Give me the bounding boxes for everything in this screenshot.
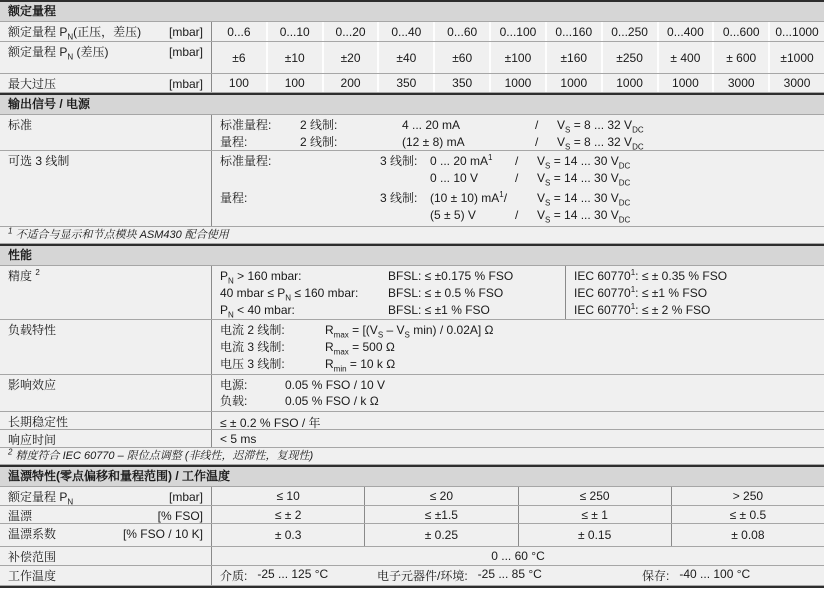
value-cell: ±20 [322, 42, 378, 73]
signal-line: 标准量程: 3 线制: 0 ... 20 $mA^1$ / $V_S = 14$ ... 30 $V_{DC}$ [220, 153, 631, 171]
signal-line: 0 ... 10 V / $V_S = 14$ ... 30 $V_{DC}$ [430, 171, 631, 188]
table-row [0, 547, 824, 566]
value-cell: 0...160 [545, 22, 601, 41]
value-cell: ≤ ±1.5 [364, 506, 517, 523]
compensation-range-value: 0 ... 60 °C [491, 549, 545, 563]
table-row [0, 487, 824, 506]
row-label-cell [0, 42, 212, 73]
row-label: 额定量程 $P_N$ [8, 490, 74, 505]
influence-cell [212, 375, 824, 411]
value-cell: ± 0.3 [274, 528, 302, 542]
row-label-cell [0, 506, 212, 523]
operating-item: 保存: -40 ... 100 °C [642, 567, 751, 583]
value-cell: ≤ 10 [276, 489, 300, 503]
value-cell: 200 [322, 74, 378, 92]
section-header-rated-range: 额定量程 [0, 0, 824, 22]
accuracy-line: 40 mbar ≤ $P_N \le 160$ mbar: BFSL: ≤ ± 0.5 % FSO [220, 286, 504, 303]
row-label-cell [0, 566, 212, 585]
table-row [0, 42, 824, 74]
row-label: 标准 [8, 118, 33, 132]
footnote-1: $^1$ 不适合与显示和节点模块 ASM430 配合使用 [0, 227, 824, 244]
accuracy-iec-line: IEC $60770^1$: ≤ ± 0.35 % FSO [574, 268, 728, 283]
row-label: 长期稳定性 [8, 415, 69, 429]
row-label-cell [0, 151, 212, 226]
footnote-2: $^2$ 精度符合 IEC 60770 – 限位点调整 (非线性，迟滞性，复现性) [0, 448, 824, 465]
accuracy-iec-line: IEC $60770^1$: ≤ ±1 % FSO [574, 285, 708, 300]
value-cell: ≤ ± 2 [274, 507, 302, 522]
value-cell: 1000 [657, 74, 713, 92]
table-row [0, 74, 824, 93]
signal-optional-cell [212, 151, 824, 226]
row-label-cell [0, 487, 212, 505]
row-unit: [mbar] [168, 490, 203, 504]
row-label-cell [0, 375, 212, 411]
value-cell: 0...20 [322, 22, 378, 41]
table-row [0, 22, 824, 42]
row-label-cell [0, 412, 212, 429]
row-unit: [% FSO / 10 K] [122, 527, 203, 541]
value-cell: 3000 [768, 74, 824, 92]
accuracy-iec-line: IEC $60770^1$: ≤ ± 2 % FSO [574, 302, 711, 317]
value-cell: 0...10 [266, 22, 322, 41]
value-cell: 100 [266, 74, 322, 92]
value-cell: 0...60 [433, 22, 489, 41]
accuracy-iec-cell [565, 266, 824, 319]
value-cell: 0...600 [712, 22, 768, 41]
row-label: 影响效应 [8, 378, 57, 392]
row-unit: [% FSO] [157, 509, 203, 523]
operating-item: 介质: -25 ... 125 °C [220, 567, 329, 583]
value-cell: ± 400 [657, 42, 713, 73]
signal-standard-cell [212, 115, 824, 150]
section-header-output-signal: 输出信号 / 电源 [0, 93, 824, 115]
next-section-border [0, 586, 824, 588]
load-line: 电流 3 线制: $R_{max} = 500$ Ω [220, 340, 395, 357]
value-cell: 0...1000 [768, 22, 824, 41]
section-header-thermal: 温漂特性(零点偏移和量程范围) / 工作温度 [0, 465, 824, 487]
table-row [0, 151, 824, 227]
value-cell: ≤ 250 [518, 487, 671, 505]
row-label-cell [0, 266, 212, 319]
row-label-cell [0, 524, 212, 546]
row-label-cell [0, 22, 212, 41]
row-unit: [mbar] [168, 25, 203, 39]
table-row [0, 115, 824, 151]
row-unit: [mbar] [168, 45, 203, 59]
value-cell: 1000 [545, 74, 601, 92]
value-cell: 350 [377, 74, 433, 92]
value-cell: ±6 [232, 50, 246, 65]
value-cell: ±100 [489, 42, 545, 73]
value-cell: 0...6 [227, 24, 251, 39]
row-label-cell [0, 430, 212, 447]
influence-line: 负载: 0.05 % FSO / k Ω [220, 394, 379, 408]
response-value: < 5 ms [220, 432, 257, 446]
value-cell: ≤ ± 0.5 [671, 506, 824, 523]
load-line: 电流 2 线制: $R_{max} = [(V_S - V_S$ min) / 0.02A] Ω [220, 323, 494, 340]
value-cell: ±60 [433, 42, 489, 73]
value-cell: ± 0.08 [671, 524, 824, 546]
stability-value: ≤ ± 0.2 % FSO / 年 [220, 416, 321, 429]
value-grid [212, 524, 824, 546]
row-label: 精度 $^2$ [8, 268, 40, 283]
value-cell: 3000 [712, 74, 768, 92]
row-label: 负载特性 [8, 323, 57, 337]
table-row [0, 430, 824, 448]
value-cell: ≤ ± 1 [518, 506, 671, 523]
row-unit: [mbar] [168, 77, 203, 91]
signal-line: 标准量程: 2 线制: 4 ... 20 mA / $V_S = 8$ ... 32 $V_{DC}$ [220, 118, 644, 135]
load-cell [212, 320, 824, 374]
value-cell: ± 0.25 [364, 524, 517, 546]
accuracy-line: $P_N < 40$ mbar: BFSL: ≤ ±1 % FSO [220, 303, 490, 319]
table-row [0, 375, 824, 412]
table-row [0, 412, 824, 430]
value-grid [212, 487, 824, 505]
value-cell: 0...40 [377, 22, 433, 41]
value-cell: 0...100 [489, 22, 545, 41]
row-label: 可选 3 线制 [8, 154, 70, 168]
row-label: 工作温度 [8, 569, 57, 583]
row-label: 补偿范围 [8, 550, 57, 564]
value-cell: 350 [433, 74, 489, 92]
row-label-cell [0, 74, 212, 92]
value-cell: 1000 [489, 74, 545, 92]
value-cell: 100 [228, 76, 249, 90]
row-label: 温漂系数 [8, 527, 57, 541]
value-grid [212, 42, 824, 73]
row-label-cell [0, 320, 212, 374]
table-row [0, 506, 824, 524]
row-label-cell [0, 115, 212, 150]
load-line: 电压 3 线制: $R_{min} = 10$ k Ω [220, 357, 396, 374]
table-row [0, 566, 824, 586]
signal-line: (5 ± 5) V / $V_S = 14$ ... 30 $V_{DC}$ [430, 208, 631, 225]
row-label: 响应时间 [8, 433, 57, 447]
value-cell: 1000 [601, 74, 657, 92]
table-row [0, 320, 824, 375]
value-cell: ± 600 [712, 42, 768, 73]
row-label: 额定量程 $P_N$(正压，差压) [8, 25, 142, 41]
value-cell: 0...250 [601, 22, 657, 41]
row-label-cell [0, 547, 212, 565]
value-cell: ±160 [545, 42, 601, 73]
signal-line: 量程: 2 线制: (12 ± 8) mA / $V_S = 8$ ... 32 $V_{DC}$ [220, 135, 644, 150]
influence-line: 电源: 0.05 % FSO / 10 V [220, 378, 386, 392]
value-cell: ±10 [266, 42, 322, 73]
operating-item: 电子元器件/环境: -25 ... 85 °C [377, 567, 542, 583]
table-row [0, 524, 824, 547]
row-label: 温漂 [8, 509, 33, 523]
accuracy-line: $P_N > 160$ mbar: BFSL: ≤ ±0.175 % FSO [220, 269, 514, 286]
value-grid [212, 74, 824, 92]
value-grid [212, 506, 824, 523]
value-cell: ±1000 [768, 42, 824, 73]
section-header-performance: 性能 [0, 244, 824, 266]
value-cell: 0...400 [657, 22, 713, 41]
row-label: 最大过压 [8, 77, 57, 91]
value-cell: ≤ 20 [364, 487, 517, 505]
operating-temperature-cell [212, 566, 824, 585]
table-row [0, 266, 824, 320]
value-cell: ±40 [377, 42, 433, 73]
value-cell: ± 0.15 [518, 524, 671, 546]
value-cell: ±250 [601, 42, 657, 73]
value-cell: > 250 [671, 487, 824, 505]
value-grid [212, 22, 824, 41]
row-label: 额定量程 $P_N$ (差压) [8, 45, 109, 62]
signal-line: 量程: 3 线制: (10 ± 10) $mA^1/$ $V_S = 14$ ... 30 $V_{DC}$ [220, 190, 631, 208]
accuracy-bfsl-cell [212, 266, 565, 319]
